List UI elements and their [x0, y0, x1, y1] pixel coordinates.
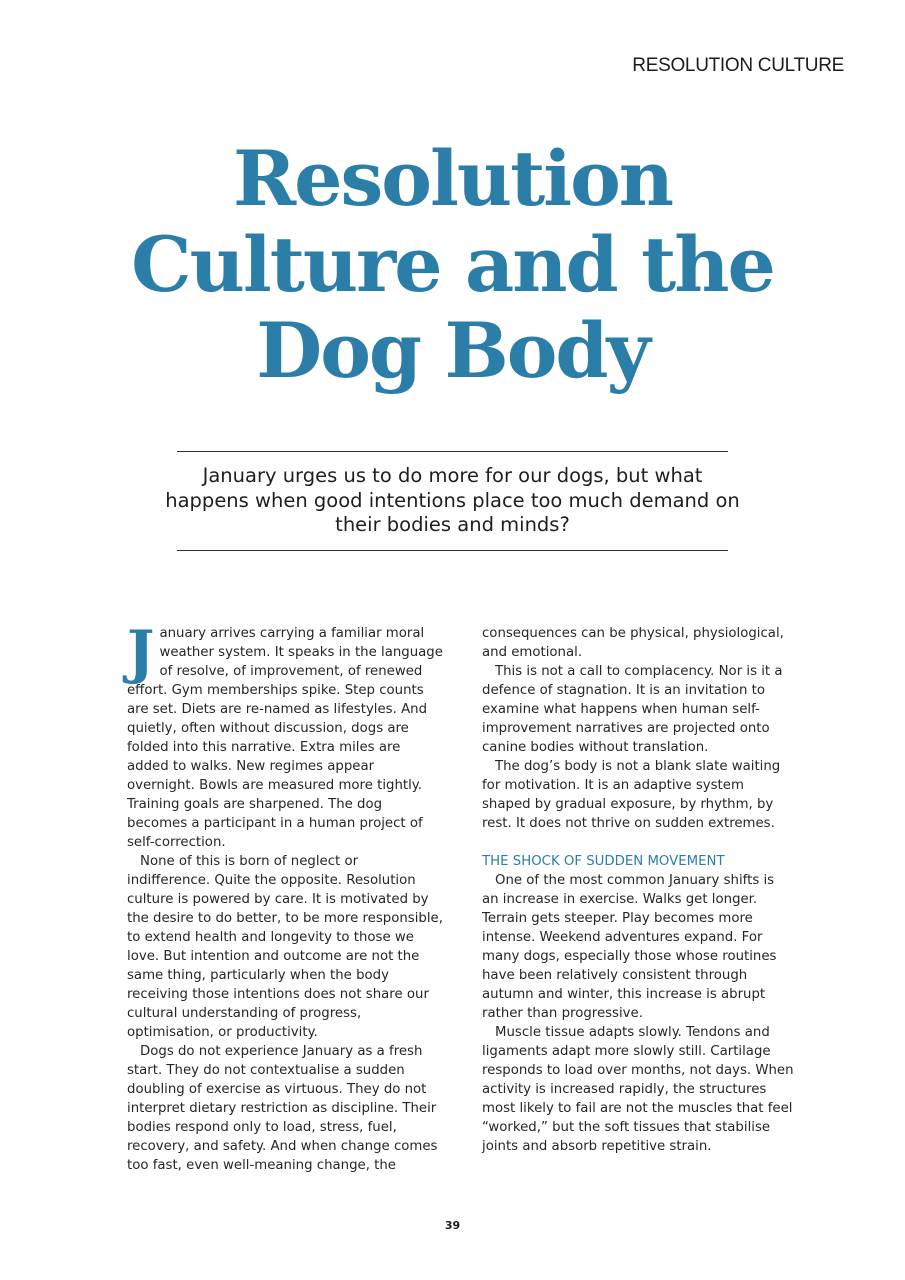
body-paragraph: None of this is born of neglect or indifference. Quite the opposite. Resolution culture is powered by care. It is motivated by the desire to do better, to be more responsible, to extend health and longevity to those we love. But intention and outcome are not the same thing, particularly when the body receiving those intentions does not share our cultural understanding of progress, optimisation, or productivity.	[127, 854, 443, 1040]
title-line: Resolution	[232, 134, 673, 223]
body-paragraph: consequences can be physical, physiological, and emotional.	[482, 626, 784, 660]
body-paragraph: This is not a call to complacency. Nor is it a defence of stagnation. It is an invitation to examine what happens when human self-improvement narratives are projected onto canine bodies without translation.	[482, 664, 783, 755]
page-number: 39	[444, 1219, 461, 1232]
section-label: RESOLUTION CULTURE	[632, 55, 844, 76]
title-line: Dog Body	[256, 306, 649, 395]
standfirst: January urges us to do more for our dogs, but what happens when good intentions place too much demand on their bodies and minds?	[165, 464, 740, 536]
body-column-right	[482, 624, 794, 1156]
body-paragraph: Muscle tissue adapts slowly. Tendons and ligaments adapt more slowly still. Cartilage responds to load over months, not days. When activity is increased rapidly, the structures most likely to fail are not the muscles that feel “worked,” but the soft tissues that stabilise joints and absorb repetitive strain.	[482, 1025, 794, 1154]
title-line: Culture and the	[131, 220, 774, 309]
body-paragraph	[127, 618, 445, 852]
body-paragraph: The dog’s body is not a blank slate waiting for motivation. It is an adaptive system shaped by gradual exposure, by rhythm, by rest. It does not thrive on sudden extremes.	[482, 759, 781, 831]
body-column-left	[127, 618, 445, 1175]
body-paragraph-text: anuary arrives carrying a familiar moral weather system. It speaks in the language of resolve, of improvement, of renewed effort. Gym memberships spike. Step counts are set. Diets are re-named as lifestyles. And quietly, often without discussion, dogs are folded into this narrative. Extra miles are added to walks. New regimes appear overnight. Bowls are measured more tightly. Training goals are sharpened. The dog becomes a participant in a human project of self-correction.	[127, 626, 443, 850]
body-paragraph: Dogs do not experience January as a fresh start. They do not contextualise a sudden doubling of exercise as virtuous. They do not interpret dietary restriction as discipline. Their bodies respond only to load, stress, fuel, recovery, and safety. And when change comes too fast, even well-meaning change, the	[127, 1044, 438, 1173]
standfirst-top-rule	[177, 451, 728, 452]
drop-cap: J	[127, 618, 155, 686]
standfirst-bottom-rule	[177, 550, 728, 551]
article-title	[0, 136, 905, 394]
body-paragraph: One of the most common January shifts is an increase in exercise. Walks get longer. Terrain gets steeper. Play becomes more intense. Weekend adventures expand. For many dogs, especially those whose routines have been relatively consistent through autumn and winter, this increase is abrupt rather than progressive.	[482, 873, 777, 1021]
section-subheading: THE SHOCK OF SUDDEN MOVEMENT	[482, 854, 725, 869]
